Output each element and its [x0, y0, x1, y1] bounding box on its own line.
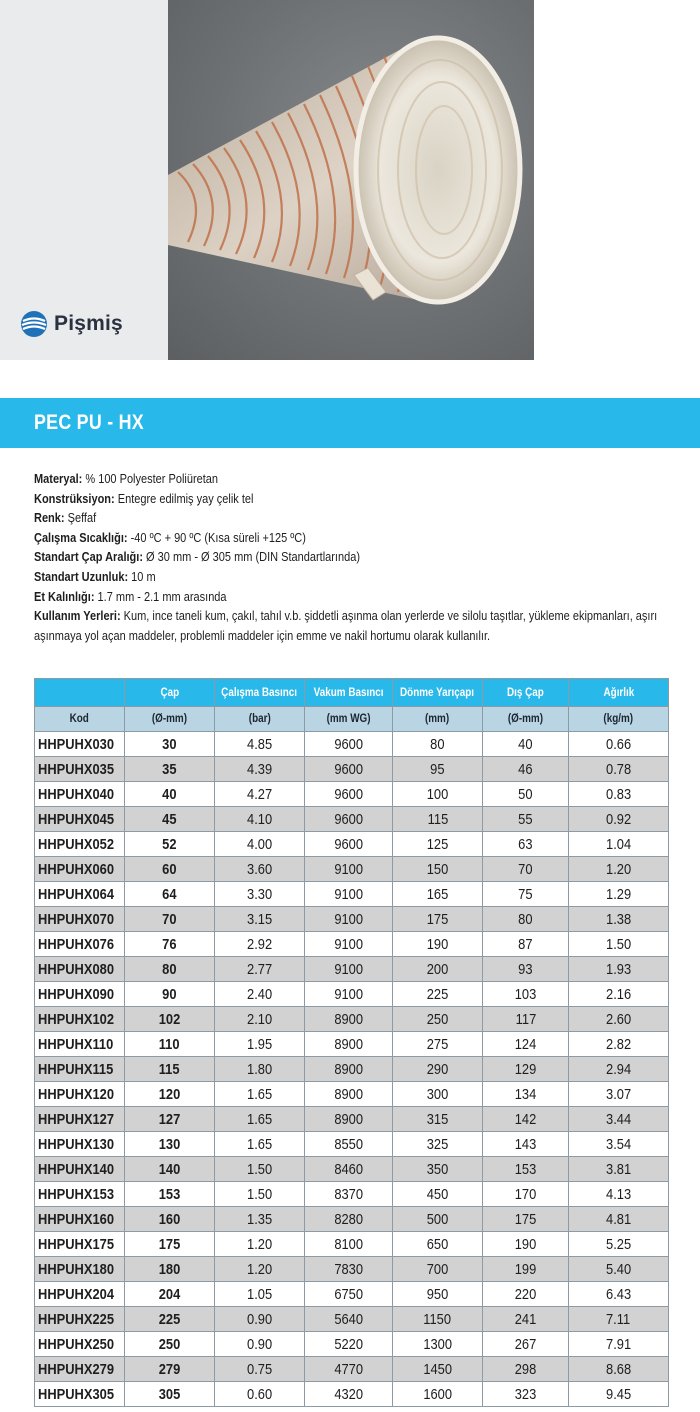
table-row: [35, 732, 669, 757]
bend-radius-cell: 1150: [393, 1307, 483, 1332]
kod-cell: HHPUHX127: [35, 1107, 125, 1132]
outer-diameter-cell: 117: [483, 1007, 569, 1032]
weight-cell: 2.94: [569, 1057, 669, 1082]
outer-diameter-cell: 80: [483, 907, 569, 932]
bend-radius-cell: 115: [393, 807, 483, 832]
cap-cell: 160: [125, 1207, 215, 1232]
outer-diameter-cell: 40: [483, 732, 569, 757]
weight-cell: 4.81: [569, 1207, 669, 1232]
pressure-cell: 2.92: [215, 932, 305, 957]
outer-diameter-cell: 63: [483, 832, 569, 857]
spec-label: Materyal:: [34, 472, 83, 486]
table-row: [35, 1007, 669, 1032]
cap-cell: 305: [125, 1382, 215, 1407]
cap-cell: 76: [125, 932, 215, 957]
table-row: [35, 1182, 669, 1207]
kod-cell: HHPUHX110: [35, 1032, 125, 1057]
cap-cell: 140: [125, 1157, 215, 1182]
bend-radius-cell: 325: [393, 1132, 483, 1157]
spec-value: % 100 Polyester Poliüretan: [82, 472, 219, 486]
weight-cell: 2.16: [569, 982, 669, 1007]
spec-line: [34, 607, 668, 646]
table-row: [35, 982, 669, 1007]
outer-diameter-cell: 199: [483, 1257, 569, 1282]
outer-diameter-cell: 93: [483, 957, 569, 982]
title-band: [0, 398, 700, 448]
table-row: [35, 932, 669, 957]
kod-cell: HHPUHX076: [35, 932, 125, 957]
bend-radius-cell: 80: [393, 732, 483, 757]
kod-cell: HHPUHX153: [35, 1182, 125, 1207]
kod-cell: HHPUHX160: [35, 1207, 125, 1232]
bend-radius-cell: 95: [393, 757, 483, 782]
spec-list: [34, 470, 674, 646]
bend-radius-cell: 950: [393, 1282, 483, 1307]
outer-diameter-cell: 103: [483, 982, 569, 1007]
kod-cell: HHPUHX250: [35, 1332, 125, 1357]
vacuum-cell: 8900: [305, 1057, 393, 1082]
weight-cell: 3.54: [569, 1132, 669, 1157]
cap-cell: 110: [125, 1032, 215, 1057]
cap-cell: 64: [125, 882, 215, 907]
unit-header: (bar): [215, 707, 305, 732]
weight-cell: 6.43: [569, 1282, 669, 1307]
vacuum-cell: 6750: [305, 1282, 393, 1307]
outer-diameter-cell: 55: [483, 807, 569, 832]
bend-radius-cell: 450: [393, 1182, 483, 1207]
product-table: [34, 678, 669, 1407]
pressure-cell: 2.40: [215, 982, 305, 1007]
vacuum-cell: 9600: [305, 807, 393, 832]
vacuum-cell: 9100: [305, 957, 393, 982]
table-body: [35, 732, 669, 1407]
weight-cell: 7.91: [569, 1332, 669, 1357]
kod-cell: HHPUHX305: [35, 1382, 125, 1407]
weight-cell: 0.92: [569, 807, 669, 832]
bend-radius-cell: 300: [393, 1082, 483, 1107]
cap-cell: 153: [125, 1182, 215, 1207]
table-row: [35, 1282, 669, 1307]
vacuum-cell: 9600: [305, 757, 393, 782]
outer-diameter-cell: 142: [483, 1107, 569, 1132]
outer-diameter-cell: 50: [483, 782, 569, 807]
cap-cell: 45: [125, 807, 215, 832]
spec-value: 10 m: [128, 569, 156, 584]
pressure-cell: 0.90: [215, 1307, 305, 1332]
table-row: [35, 882, 669, 907]
bend-radius-cell: 225: [393, 982, 483, 1007]
pressure-cell: 0.90: [215, 1332, 305, 1357]
col-header: Çap: [125, 679, 215, 707]
col-header: Dış Çap: [483, 679, 569, 707]
kod-cell: HHPUHX225: [35, 1307, 125, 1332]
spec-value: Kum, ince taneli kum, çakıl, tahıl v.b. şiddetli aşınma olan yerlerde ve silolu taşıtlar, yükleme ekipmanları, aşırı aşınmaya yol açan maddeler, problemli maddeler için emme ve nakil hortumu olarak kullanılır.: [34, 609, 658, 643]
table-row: [35, 1307, 669, 1332]
kod-cell: HHPUHX130: [35, 1132, 125, 1157]
vacuum-cell: 5220: [305, 1332, 393, 1357]
cap-cell: 225: [125, 1307, 215, 1332]
spec-line: [34, 490, 597, 510]
outer-diameter-cell: 75: [483, 882, 569, 907]
vacuum-cell: 7830: [305, 1257, 393, 1282]
table-row: [35, 1382, 669, 1407]
bend-radius-cell: 290: [393, 1057, 483, 1082]
spec-label: Standart Çap Aralığı:: [34, 550, 143, 565]
table-row: [35, 1057, 669, 1082]
vacuum-cell: 9100: [305, 882, 393, 907]
weight-cell: 1.38: [569, 907, 669, 932]
outer-diameter-cell: 143: [483, 1132, 569, 1157]
weight-cell: 1.93: [569, 957, 669, 982]
vacuum-cell: 9100: [305, 907, 393, 932]
logo-panel: [0, 0, 168, 360]
vacuum-cell: 8900: [305, 1032, 393, 1057]
table-row: [35, 1032, 669, 1057]
outer-diameter-cell: 175: [483, 1207, 569, 1232]
vacuum-cell: 9100: [305, 982, 393, 1007]
table-row: [35, 1132, 669, 1157]
weight-cell: 4.13: [569, 1182, 669, 1207]
bend-radius-cell: 150: [393, 857, 483, 882]
outer-diameter-cell: 70: [483, 857, 569, 882]
weight-cell: 9.45: [569, 1382, 669, 1407]
outer-diameter-cell: 153: [483, 1157, 569, 1182]
table-row: [35, 1232, 669, 1257]
outer-diameter-cell: 46: [483, 757, 569, 782]
kod-cell: HHPUHX279: [35, 1357, 125, 1382]
cap-cell: 40: [125, 782, 215, 807]
vacuum-cell: 8900: [305, 1082, 393, 1107]
vacuum-cell: 8460: [305, 1157, 393, 1182]
kod-cell: HHPUHX204: [35, 1282, 125, 1307]
pressure-cell: 1.20: [215, 1257, 305, 1282]
cap-cell: 115: [125, 1057, 215, 1082]
pressure-cell: 4.10: [215, 807, 305, 832]
spec-line: [34, 548, 597, 568]
spec-label: Renk:: [34, 511, 65, 526]
spec-label: Standart Uzunluk:: [34, 569, 129, 584]
outer-diameter-cell: 298: [483, 1357, 569, 1382]
cap-cell: 102: [125, 1007, 215, 1032]
table-row: [35, 807, 669, 832]
spec-value: -40 ºC + 90 ºC (Kısa süreli +125 ºC): [127, 530, 306, 545]
kod-cell: HHPUHX060: [35, 857, 125, 882]
table-row: [35, 957, 669, 982]
kod-cell: HHPUHX090: [35, 982, 125, 1007]
kod-cell: HHPUHX140: [35, 1157, 125, 1182]
spec-value: Entegre edilmiş yay çelik tel: [114, 491, 254, 506]
outer-diameter-cell: 124: [483, 1032, 569, 1057]
table-row: [35, 907, 669, 932]
pressure-cell: 1.35: [215, 1207, 305, 1232]
vacuum-cell: 4320: [305, 1382, 393, 1407]
unit-header: (Ø-mm): [125, 707, 215, 732]
cap-cell: 120: [125, 1082, 215, 1107]
col-header: Dönme Yarıçapı: [393, 679, 483, 707]
bend-radius-cell: 125: [393, 832, 483, 857]
unit-header: (Ø-mm): [483, 707, 569, 732]
bend-radius-cell: 175: [393, 907, 483, 932]
vacuum-cell: 9600: [305, 732, 393, 757]
table-row: [35, 857, 669, 882]
bend-radius-cell: 1450: [393, 1357, 483, 1382]
pressure-cell: 4.39: [215, 757, 305, 782]
hero-right-panel: [534, 0, 700, 360]
pressure-cell: 2.77: [215, 957, 305, 982]
spec-line: [34, 509, 597, 529]
vacuum-cell: 4770: [305, 1357, 393, 1382]
table-row: [35, 832, 669, 857]
weight-cell: 5.40: [569, 1257, 669, 1282]
weight-cell: 1.04: [569, 832, 669, 857]
vacuum-cell: 9100: [305, 932, 393, 957]
weight-cell: 2.60: [569, 1007, 669, 1032]
weight-cell: 8.68: [569, 1357, 669, 1382]
cap-cell: 70: [125, 907, 215, 932]
bend-radius-cell: 165: [393, 882, 483, 907]
spec-value: Ø 30 mm - Ø 305 mm (DIN Standartlarında): [142, 550, 361, 565]
weight-cell: 0.66: [569, 732, 669, 757]
kod-cell: HHPUHX030: [35, 732, 125, 757]
bend-radius-cell: 650: [393, 1232, 483, 1257]
kod-cell: HHPUHX102: [35, 1007, 125, 1032]
col-header: Ağırlık: [569, 679, 669, 707]
table-unit-row: [35, 707, 669, 732]
pressure-cell: 0.75: [215, 1357, 305, 1382]
kod-cell: HHPUHX070: [35, 907, 125, 932]
vacuum-cell: 5640: [305, 1307, 393, 1332]
weight-cell: 3.07: [569, 1082, 669, 1107]
kod-cell: HHPUHX035: [35, 757, 125, 782]
pressure-cell: 1.20: [215, 1232, 305, 1257]
kod-cell: HHPUHX175: [35, 1232, 125, 1257]
table-row: [35, 1082, 669, 1107]
spec-label: Konstrüksiyon:: [34, 491, 115, 506]
bend-radius-cell: 200: [393, 957, 483, 982]
pressure-cell: 4.85: [215, 732, 305, 757]
cap-cell: 130: [125, 1132, 215, 1157]
product-title: PEC PU - HX: [34, 411, 144, 434]
table-row: [35, 1332, 669, 1357]
vacuum-cell: 8280: [305, 1207, 393, 1232]
table-row: [35, 1257, 669, 1282]
brand-logo: [20, 310, 123, 338]
pressure-cell: 3.15: [215, 907, 305, 932]
vacuum-cell: 9600: [305, 782, 393, 807]
weight-cell: 1.50: [569, 932, 669, 957]
col-header: [35, 679, 125, 707]
vacuum-cell: 9600: [305, 832, 393, 857]
weight-cell: 1.29: [569, 882, 669, 907]
cap-cell: 30: [125, 732, 215, 757]
outer-diameter-cell: 129: [483, 1057, 569, 1082]
vacuum-cell: 8900: [305, 1107, 393, 1132]
table-row: [35, 782, 669, 807]
outer-diameter-cell: 323: [483, 1382, 569, 1407]
cap-cell: 127: [125, 1107, 215, 1132]
weight-cell: 0.78: [569, 757, 669, 782]
bend-radius-cell: 250: [393, 1007, 483, 1032]
pressure-cell: 4.00: [215, 832, 305, 857]
table-row: [35, 1107, 669, 1132]
cap-cell: 90: [125, 982, 215, 1007]
pressure-cell: 2.10: [215, 1007, 305, 1032]
spec-line: [34, 529, 597, 549]
vacuum-cell: 8100: [305, 1232, 393, 1257]
weight-cell: 0.83: [569, 782, 669, 807]
bend-radius-cell: 1600: [393, 1382, 483, 1407]
spec-value: Şeffaf: [64, 511, 97, 526]
cap-cell: 180: [125, 1257, 215, 1282]
product-hero: [0, 0, 700, 360]
pressure-cell: 3.60: [215, 857, 305, 882]
kod-cell: HHPUHX115: [35, 1057, 125, 1082]
outer-diameter-cell: 220: [483, 1282, 569, 1307]
bend-radius-cell: 1300: [393, 1332, 483, 1357]
spec-label: Et Kalınlığı:: [34, 589, 95, 604]
spec-label: Çalışma Sıcaklığı:: [34, 530, 128, 545]
kod-cell: HHPUHX080: [35, 957, 125, 982]
col-header: Vakum Basıncı: [305, 679, 393, 707]
cap-cell: 52: [125, 832, 215, 857]
pressure-cell: 1.05: [215, 1282, 305, 1307]
unit-header: (kg/m): [569, 707, 669, 732]
spec-line: [34, 568, 597, 588]
unit-header: Kod: [35, 707, 125, 732]
vacuum-cell: 9100: [305, 857, 393, 882]
kod-cell: HHPUHX064: [35, 882, 125, 907]
col-header: Çalışma Basıncı: [215, 679, 305, 707]
spec-label: Kullanım Yerleri:: [34, 609, 121, 624]
cap-cell: 279: [125, 1357, 215, 1382]
outer-diameter-cell: 87: [483, 932, 569, 957]
pressure-cell: 1.65: [215, 1082, 305, 1107]
outer-diameter-cell: 134: [483, 1082, 569, 1107]
bend-radius-cell: 275: [393, 1032, 483, 1057]
cap-cell: 80: [125, 957, 215, 982]
kod-cell: HHPUHX180: [35, 1257, 125, 1282]
pressure-cell: 1.50: [215, 1157, 305, 1182]
pressure-cell: 3.30: [215, 882, 305, 907]
bend-radius-cell: 500: [393, 1207, 483, 1232]
pismis-logo-icon: [20, 310, 48, 338]
vacuum-cell: 8900: [305, 1007, 393, 1032]
outer-diameter-cell: 170: [483, 1182, 569, 1207]
weight-cell: 3.44: [569, 1107, 669, 1132]
kod-cell: HHPUHX040: [35, 782, 125, 807]
weight-cell: 7.11: [569, 1307, 669, 1332]
vacuum-cell: 8550: [305, 1132, 393, 1157]
vacuum-cell: 8370: [305, 1182, 393, 1207]
pressure-cell: 1.80: [215, 1057, 305, 1082]
unit-header: (mm WG): [305, 707, 393, 732]
outer-diameter-cell: 267: [483, 1332, 569, 1357]
bend-radius-cell: 700: [393, 1257, 483, 1282]
cap-cell: 204: [125, 1282, 215, 1307]
outer-diameter-cell: 241: [483, 1307, 569, 1332]
weight-cell: 2.82: [569, 1032, 669, 1057]
table-header-row: [35, 679, 669, 707]
kod-cell: HHPUHX120: [35, 1082, 125, 1107]
bend-radius-cell: 350: [393, 1157, 483, 1182]
cap-cell: 35: [125, 757, 215, 782]
pressure-cell: 1.95: [215, 1032, 305, 1057]
table-row: [35, 1207, 669, 1232]
table-row: [35, 1357, 669, 1382]
cap-cell: 175: [125, 1232, 215, 1257]
weight-cell: 1.20: [569, 857, 669, 882]
unit-header: (mm): [393, 707, 483, 732]
bend-radius-cell: 190: [393, 932, 483, 957]
kod-cell: HHPUHX052: [35, 832, 125, 857]
weight-cell: 3.81: [569, 1157, 669, 1182]
pressure-cell: 0.60: [215, 1382, 305, 1407]
spec-value: 1.7 mm - 2.1 mm arasında: [94, 589, 227, 604]
spec-line: [34, 470, 597, 490]
table-row: [35, 757, 669, 782]
cap-cell: 60: [125, 857, 215, 882]
weight-cell: 5.25: [569, 1232, 669, 1257]
pressure-cell: 4.27: [215, 782, 305, 807]
spec-line: [34, 588, 597, 608]
pressure-cell: 1.50: [215, 1182, 305, 1207]
brand-name: Pişmiş: [54, 312, 123, 335]
bend-radius-cell: 315: [393, 1107, 483, 1132]
kod-cell: HHPUHX045: [35, 807, 125, 832]
pressure-cell: 1.65: [215, 1132, 305, 1157]
bend-radius-cell: 100: [393, 782, 483, 807]
table-row: [35, 1157, 669, 1182]
pressure-cell: 1.65: [215, 1107, 305, 1132]
cap-cell: 250: [125, 1332, 215, 1357]
outer-diameter-cell: 190: [483, 1232, 569, 1257]
spiral-hose-photo: [168, 0, 534, 360]
